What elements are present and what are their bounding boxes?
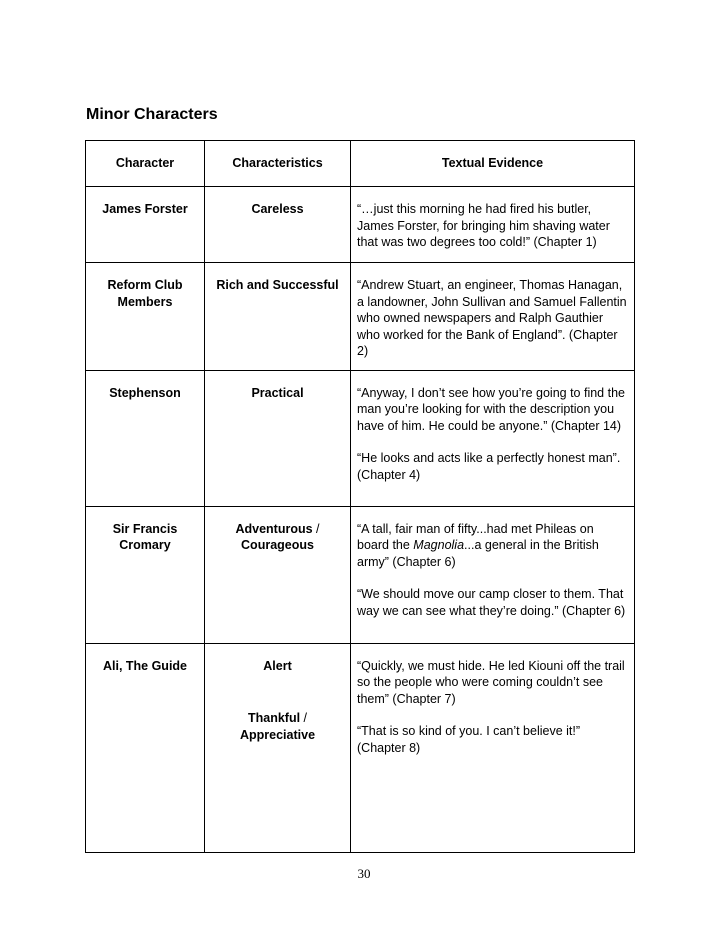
section-heading: Minor Characters xyxy=(86,106,218,123)
characteristic-separator: / xyxy=(300,711,308,725)
page-number: 30 xyxy=(357,866,371,881)
evidence-quote xyxy=(357,521,628,571)
table-row xyxy=(86,643,635,852)
evidence-quote: “We should move our camp closer to them. That way we can see what they’re doing.” (Chapter 6) xyxy=(357,587,626,618)
characteristic: Practical xyxy=(251,385,304,400)
characteristic-cell xyxy=(205,263,351,371)
character-name: Ali, The Guide xyxy=(86,643,205,852)
characteristic-cell xyxy=(205,643,351,852)
characteristic: Rich and Successful xyxy=(216,278,339,292)
table-row xyxy=(86,187,635,263)
evidence-cell xyxy=(351,506,635,643)
evidence-cell xyxy=(351,187,635,263)
characteristic: Careless xyxy=(251,202,304,216)
evidence-quote: “Anyway, I don’t see how you’re going to find the man you’re looking for with the description you have of him. He could be anyone.” (Chapter 14) xyxy=(357,385,625,433)
evidence-quote: “That is so kind of you. I can’t believe it!” (Chapter 8) xyxy=(357,724,581,755)
column-header-characteristics: Characteristics xyxy=(205,141,351,187)
table-row xyxy=(86,263,635,371)
evidence-quote: “Quickly, we must hide. He led Kiouni off the trail so the people who were coming couldn’t see them” (Chapter 7) xyxy=(357,658,625,706)
characteristic-label: Appreciative xyxy=(239,727,316,742)
characteristic-label: Courageous xyxy=(241,538,314,552)
column-header-textual-evidence: Textual Evidence xyxy=(351,141,635,187)
evidence-quote: “Andrew Stuart, an engineer, Thomas Hanagan, a landowner, John Sullivan and Samuel Fallentin who owned newspapers and Ralph Gauthier who worked for the Bank of England”. (Chapter 2) xyxy=(357,278,627,358)
quote-text: “A tall, fair man of fifty...had met Phileas on board the xyxy=(357,521,594,552)
evidence-cell xyxy=(351,643,635,852)
evidence-quote: “…just this morning he had fired his butler, James Forster, for bringing him shaving water that was two degrees too cold!” (Chapter 1) xyxy=(357,202,610,249)
evidence-cell xyxy=(351,370,635,506)
characteristic: Alert xyxy=(263,658,292,673)
characteristic xyxy=(209,521,346,554)
evidence-cell xyxy=(351,263,635,371)
quote-text: ...a general in the British army” (Chapter 6) xyxy=(357,538,599,569)
characteristic-label: Thankful xyxy=(247,711,301,725)
characteristic xyxy=(209,710,346,743)
evidence-quote: “He looks and acts like a perfectly honest man”. (Chapter 4) xyxy=(357,451,621,482)
characteristic-cell xyxy=(205,506,351,643)
characters-table xyxy=(85,140,635,853)
characteristic-cell xyxy=(205,370,351,506)
table-row xyxy=(86,370,635,506)
character-name: James Forster xyxy=(86,187,205,263)
characteristic-label: Adventurous xyxy=(235,521,313,536)
column-header-character: Character xyxy=(86,141,205,187)
table-row xyxy=(86,506,635,643)
characteristic-cell xyxy=(205,187,351,263)
table-header-row xyxy=(86,141,635,187)
ship-name-italic: Magnolia xyxy=(413,538,465,552)
character-name: Sir Francis Cromary xyxy=(86,506,205,643)
character-name: Stephenson xyxy=(86,370,205,506)
character-name: Reform Club Members xyxy=(86,263,205,371)
characteristic-separator: / xyxy=(312,521,320,536)
